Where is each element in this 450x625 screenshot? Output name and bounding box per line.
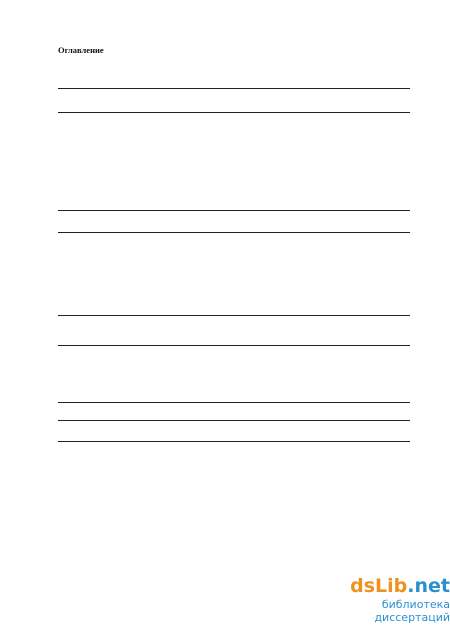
watermark xyxy=(340,575,450,624)
section-divider xyxy=(58,441,410,442)
section-divider xyxy=(58,420,410,421)
toc-heading: Оглавление xyxy=(58,45,104,55)
section-divider xyxy=(58,112,410,113)
section-divider xyxy=(58,88,410,89)
section-divider xyxy=(58,232,410,233)
watermark-logo-net: .net xyxy=(407,575,450,597)
section-divider xyxy=(58,345,410,346)
watermark-logo: dsLib.net xyxy=(350,575,450,597)
watermark-caption: библиотека диссертаций xyxy=(374,598,450,624)
section-divider xyxy=(58,402,410,403)
section-divider xyxy=(58,210,410,211)
section-divider xyxy=(58,315,410,316)
